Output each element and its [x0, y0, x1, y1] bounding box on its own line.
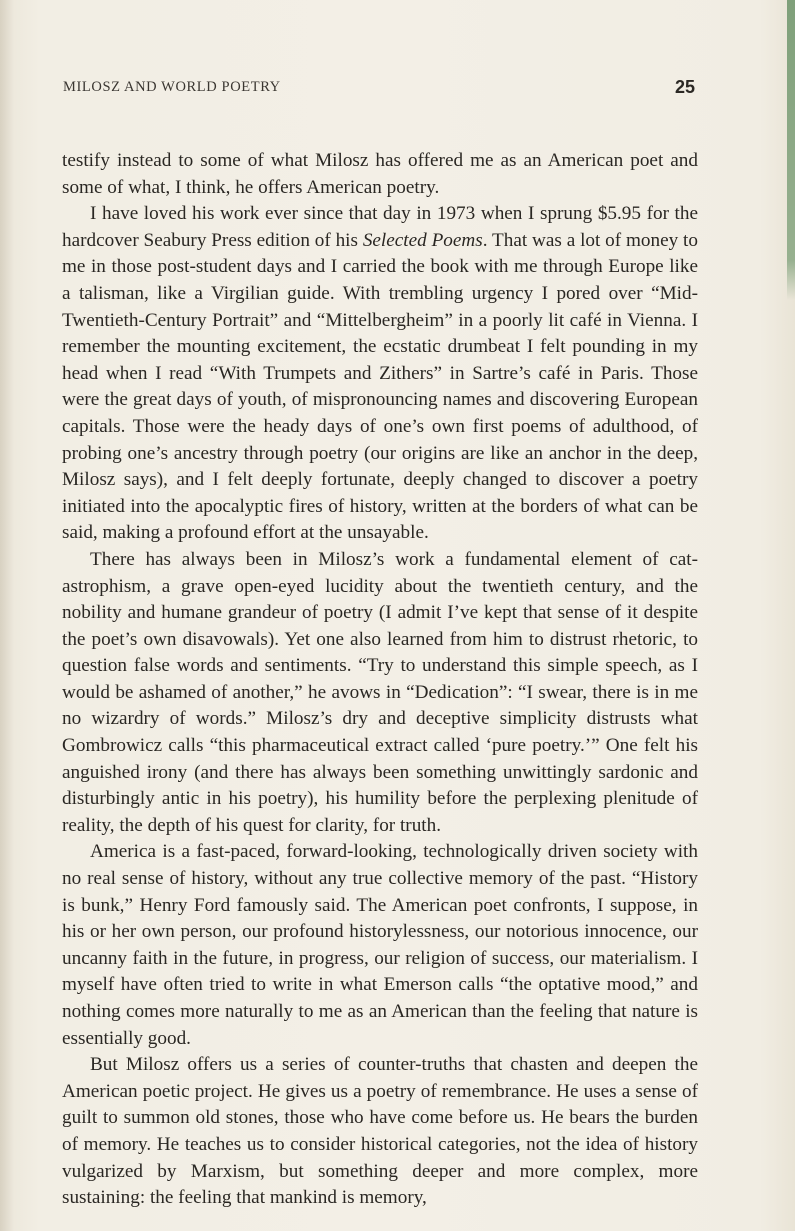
paragraph-text: I have loved his work ever since that day in 1973 when I sprung $5.95 for the hardcover Seabury Press edition of his	[62, 203, 698, 251]
paragraph-text: . That was a lot of money to me in those post-student days and I carried the book with me through Europe like a talisman, like a Virgilian guide. With trembling urgency I pored over “Mid-Twentieth-Century Portrait” and “Mittelbergheim” in a poorly lit café in Vienna. I remember the mounting excitement, the ecstatic drumbeat I felt pounding in my head when I read “With Trumpets and Zithers” in Sartre’s café in Paris. Those were the great days of youth, of mispronouncing names and discovering European capitals. Those were the heady days of one’s own first poems of adulthood, of probing one’s ancestry through poetry (our origins are like an anchor in the deep, Milosz says), and I felt deeply fortunate, deeply changed to discover a poetry initiated into the apocalyptic fires of history, written at the borders of what can be said, making a profound effort at the unsayable.	[62, 229, 698, 544]
page-edge-tab	[787, 0, 795, 300]
paragraph	[62, 201, 698, 547]
paragraph: America is a fast-paced, forward-looking, technologically driven society with no real sense of history, without any true collective memory of the past. “History is bunk,” Henry Ford famously said. The American poet confronts, I suppose, in his or her own person, our profound historylessness, our notorious innocence, our uncanny faith in the future, in progress, our religion of success, our materialism. I myself have often tried to write in what Emerson calls “the optative mood,” and nothing comes more naturally to me as an American than the feeling that nature is essentially good.	[62, 841, 698, 1049]
paragraph: But Milosz offers us a series of counter-truths that chasten and deepen the American poetic project. He gives us a poetry of remembrance. He uses a sense of guilt to summon old stones, those who have come before us. He bears the burden of memory. He teaches us to consider historical categories, not the idea of history vulgarized by Marxism, but something deeper and more complex, more sustaining: the feeling that mankind is memory,	[62, 1054, 698, 1209]
spine-shadow	[0, 0, 14, 1231]
book-title-italic: Selected Poems	[362, 229, 483, 251]
running-title: MILOSZ AND WORLD POETRY	[63, 79, 281, 95]
paragraph: There has always been in Milosz’s work a fundamental element of catastrophism, a grave open-eyed lucidity about the twentieth century, and the nobility and humane grandeur of poetry (I admit I’ve kept that sense of it despite the poet’s own disavowals). Yet one also learned from him to distrust rhetoric, to question false words and sentiments. “Try to understand this simple speech, as I would be ashamed of another,” he avows in “Dedication”: “I swear, there is in me no wizardry of words.” Milosz’s dry and deceptive simplicity distrusts what Gombrowicz calls “this pharmaceutical extract called ‘pure poetry.’” One felt his anguished irony (and there has always been something unwittingly sardonic and disturbingly antic in his poetry), his humility before the perplexing plenitude of reality, the depth of his quest for clarity, for truth.	[62, 548, 698, 836]
paragraph: testify instead to some of what Milosz has offered me as an American poet and some of what, I think, he offers American poetry.	[62, 150, 698, 198]
page-number: 25	[674, 77, 695, 97]
running-head	[63, 79, 695, 103]
body-text	[62, 148, 698, 1212]
